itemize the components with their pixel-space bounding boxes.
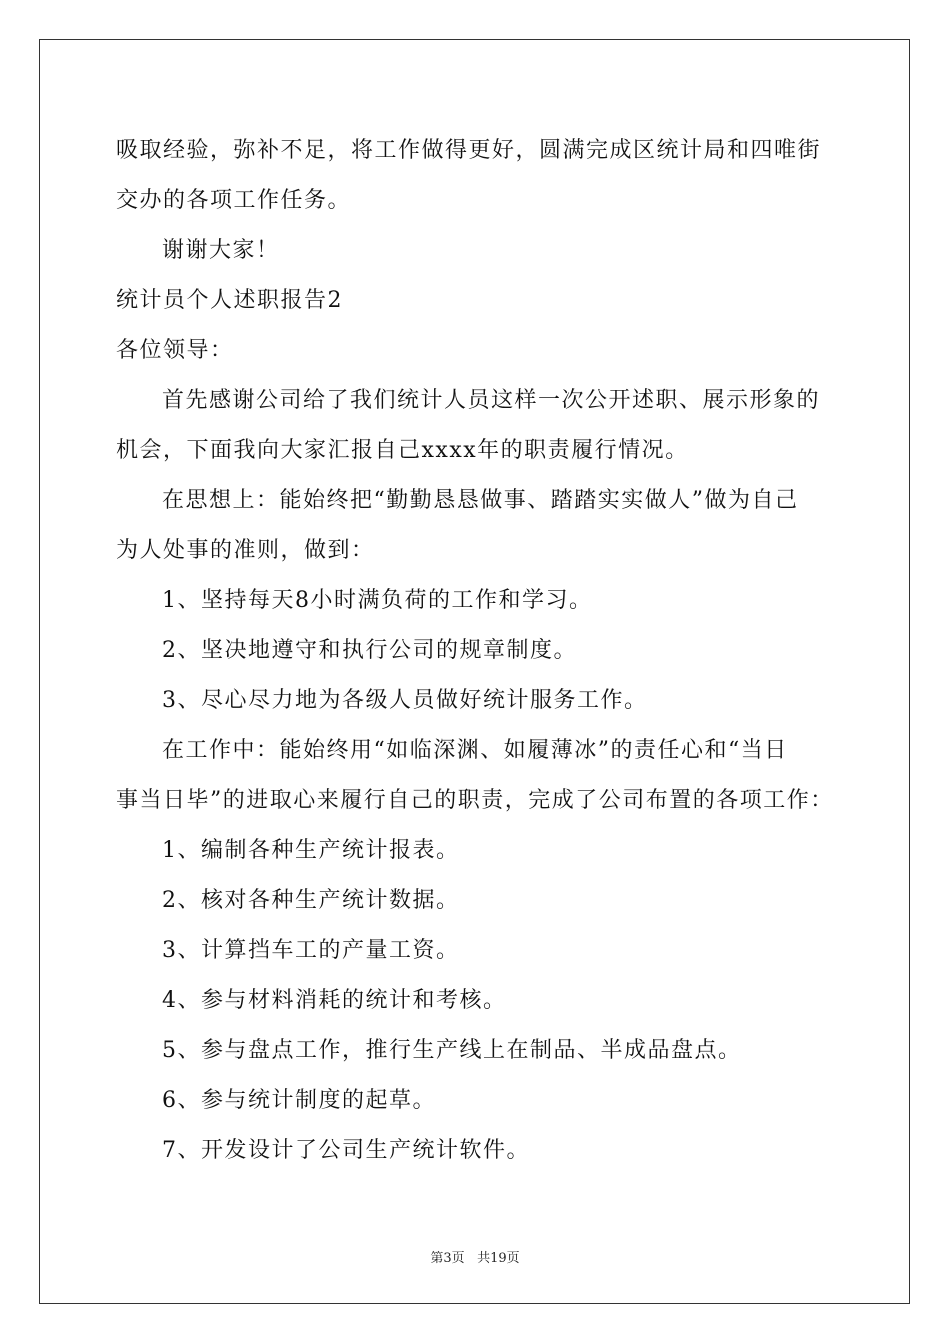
text-line: 在思想上：能始终把“勤勤恳恳做事、踏踏实实做人”做为自己 bbox=[162, 488, 799, 513]
list-item: 6、参与统计制度的起草。 bbox=[162, 1088, 436, 1113]
list-item: 3、尽心尽力地为各级人员做好统计服务工作。 bbox=[162, 688, 648, 713]
list-item: 4、参与材料消耗的统计和考核。 bbox=[162, 988, 507, 1013]
page-total: 共19页 bbox=[477, 1251, 520, 1266]
section-heading: 统计员个人述职报告2 bbox=[116, 288, 343, 313]
list-item: 2、核对各种生产统计数据。 bbox=[162, 888, 460, 913]
list-item: 3、计算挡车工的产量工资。 bbox=[162, 938, 460, 963]
list-item: 1、编制各种生产统计报表。 bbox=[162, 838, 460, 863]
text-line: 在工作中：能始终用“如临深渊、如履薄冰”的责任心和“当日 bbox=[162, 738, 788, 763]
text-line: 机会，下面我向大家汇报自己xxxx年的职责履行情况。 bbox=[116, 438, 689, 463]
page-footer bbox=[0, 1247, 950, 1266]
text-line: 谢谢大家！ bbox=[162, 238, 280, 263]
document-body bbox=[116, 126, 846, 1176]
text-line: 交办的各项工作任务。 bbox=[116, 188, 352, 213]
list-item: 7、开发设计了公司生产统计软件。 bbox=[162, 1138, 530, 1163]
salutation: 各位领导： bbox=[116, 338, 234, 363]
list-item: 5、参与盘点工作，推行生产线上在制品、半成品盘点。 bbox=[162, 1038, 742, 1063]
text-line: 为人处事的准则，做到： bbox=[116, 538, 375, 563]
text-line: 事当日毕”的进取心来履行自己的职责，完成了公司布置的各项工作： bbox=[116, 788, 834, 813]
list-item: 2、坚决地遵守和执行公司的规章制度。 bbox=[162, 638, 577, 663]
list-item: 1、坚持每天8小时满负荷的工作和学习。 bbox=[162, 588, 593, 613]
text-line: 吸取经验，弥补不足，将工作做得更好，圆满完成区统计局和四唯街 bbox=[116, 138, 822, 163]
page-number: 第3页 bbox=[430, 1251, 465, 1266]
text-line: 首先感谢公司给了我们统计人员这样一次公开述职、展示形象的 bbox=[162, 388, 821, 413]
